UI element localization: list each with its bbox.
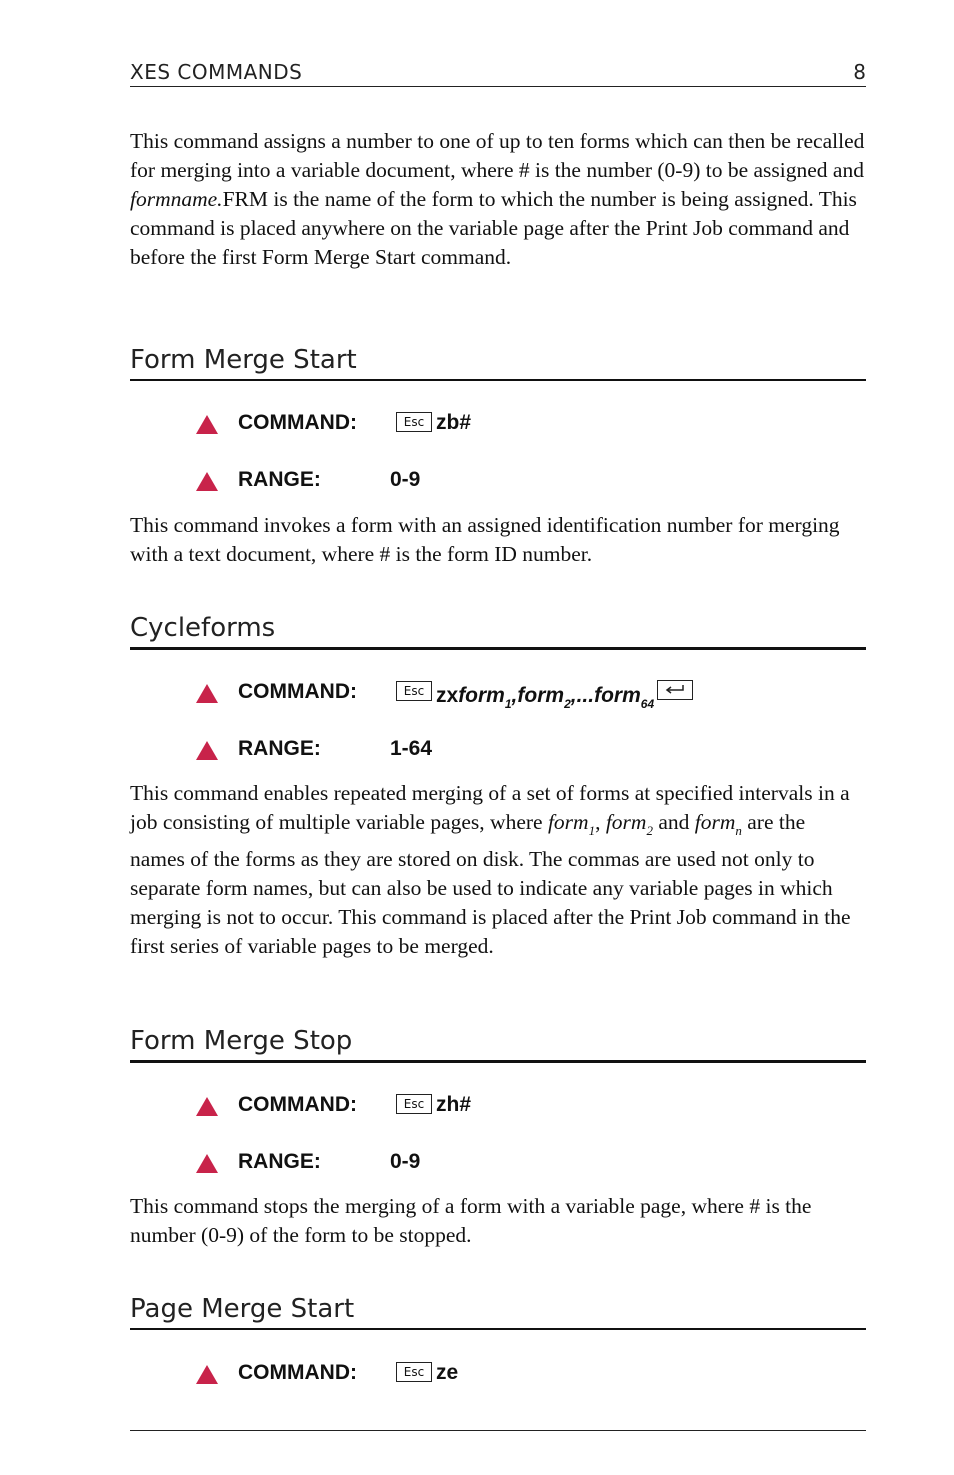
- comma: ,: [595, 810, 606, 834]
- and-text: and: [652, 810, 695, 834]
- cycleforms-text-1: This command enables repeated merging of a set of forms at specified intervals in a job consisting of multiple variable pages, where: [130, 781, 850, 834]
- running-header: [130, 60, 866, 87]
- range-label: RANGE:: [238, 737, 321, 760]
- code-form-2: form: [517, 684, 565, 707]
- code-sep-1: ,: [511, 684, 518, 707]
- section-title-page-merge-start: Page Merge Start: [130, 1294, 866, 1330]
- intro-paragraph: [130, 127, 865, 272]
- form-merge-stop-description: This command stops the merging of a form with a variable page, where # is the number (0-9) of the form to be stopped.: [130, 1194, 812, 1247]
- section-title-form-merge-start: Form Merge Start: [130, 345, 866, 381]
- command-label: COMMAND:: [238, 680, 357, 703]
- command-label: COMMAND:: [238, 411, 357, 434]
- intro-formname: formname.: [130, 187, 223, 211]
- triangle-bullet-icon: [196, 1097, 218, 1116]
- command-label: COMMAND:: [238, 1093, 357, 1116]
- cycleforms-description: [130, 779, 865, 961]
- section-title-form-merge-stop: Form Merge Stop: [130, 1026, 866, 1063]
- cycleforms-text-2: are the names of the forms as they are stored on disk. The commas are used not only to separate form names, but can also be used to indicate any variable pages in which merging is not to occur. This command is placed after the Print Job command in the first series of variable pages to be merged.: [130, 810, 851, 958]
- intro-text-2: FRM is the name of the form to which the number is being assigned. This command is placed anywhere on the variable page after the Print Job command and before the first Form Merge Start command.: [130, 187, 857, 269]
- header-title: XES COMMANDS: [130, 60, 303, 84]
- enter-key-icon: [657, 680, 693, 700]
- code-sub-1: 1: [504, 697, 512, 711]
- form-sub-2: 2: [646, 823, 653, 838]
- form-term: form: [605, 810, 647, 834]
- code-sub-64: 64: [640, 697, 655, 711]
- form-sub-n: n: [735, 823, 742, 838]
- command-code: [436, 680, 693, 711]
- esc-key-icon: Esc: [396, 681, 432, 701]
- form-term: form: [547, 810, 589, 834]
- triangle-bullet-icon: [196, 415, 218, 434]
- code-prefix: zx: [436, 684, 459, 707]
- form-sub-1: 1: [588, 823, 596, 838]
- triangle-bullet-icon: [196, 1154, 218, 1173]
- code-form-1: form: [458, 684, 505, 707]
- section-title-cycleforms: Cycleforms: [130, 613, 866, 650]
- range-label: RANGE:: [238, 1150, 321, 1173]
- triangle-bullet-icon: [196, 684, 218, 703]
- form-term: form: [694, 810, 736, 834]
- esc-key-icon: Esc: [396, 1094, 432, 1114]
- code-sub-2: 2: [564, 697, 571, 711]
- code-form-n: form: [594, 684, 641, 707]
- triangle-bullet-icon: [196, 1365, 218, 1384]
- triangle-bullet-icon: [196, 741, 218, 760]
- command-label: COMMAND:: [238, 1361, 357, 1384]
- intro-text-1: This command assigns a number to one of up to ten forms which can then be recalled for merging into a variable document, where # is the number (0-9) to be assigned and: [130, 129, 865, 182]
- range-value: 0-9: [390, 468, 421, 491]
- form-merge-start-description: This command invokes a form with an assigned identification number for merging with a text document, where # is the form ID number.: [130, 513, 840, 566]
- command-code: zb#: [436, 411, 472, 434]
- page-number: 8: [853, 60, 866, 84]
- esc-key-icon: Esc: [396, 412, 432, 432]
- range-value: 0-9: [390, 1150, 421, 1173]
- triangle-bullet-icon: [196, 472, 218, 491]
- range-label: RANGE:: [238, 468, 321, 491]
- footer-rule: [130, 1430, 866, 1431]
- command-code: ze: [436, 1361, 459, 1384]
- code-sep-2: ,...: [570, 684, 595, 707]
- command-code: zh#: [436, 1093, 472, 1116]
- range-value: 1-64: [390, 737, 433, 760]
- esc-key-icon: Esc: [396, 1362, 432, 1382]
